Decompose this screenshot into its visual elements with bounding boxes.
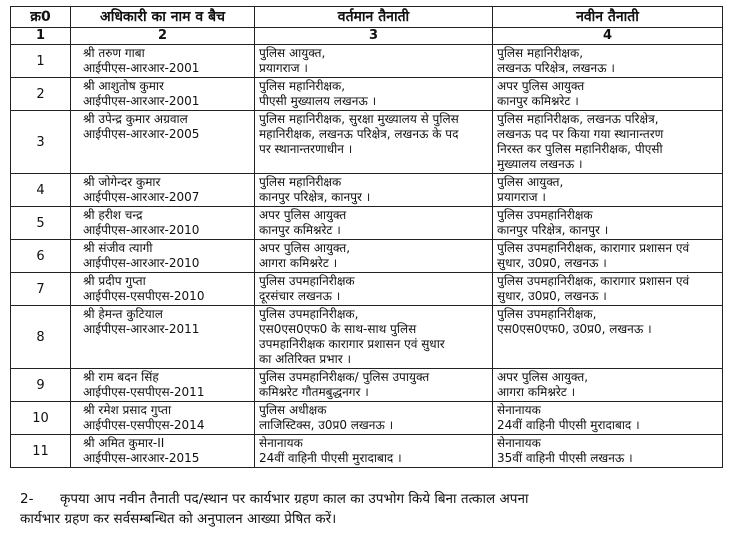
table-row <box>11 174 723 207</box>
cell-line: पुलिस उपमहानिरीक्षक, <box>497 307 597 321</box>
cell-line: मुख्यालय लखनऊ । <box>497 157 583 171</box>
cell-line: आईपीएस-एसपीएस-2011 <box>83 385 205 399</box>
cell-line: उपमहानिरीक्षक कारागार प्रशासन एवं सुधार <box>259 337 445 351</box>
cell-line: सेनानायक <box>259 436 303 450</box>
column-number: 2 <box>71 28 255 45</box>
cell-line: पुलिस उपमहानिरीक्षक <box>259 274 355 288</box>
officer-cell <box>71 78 255 111</box>
serial-number: 9 <box>11 369 71 402</box>
cell-line: पुलिस महानिरीक्षक, सुरक्षा मुख्यालय से पुलिस <box>259 112 459 126</box>
current-posting-cell <box>255 306 493 369</box>
cell-line: आईपीएस-आरआर-2007 <box>83 190 200 204</box>
cell-line: पुलिस उपमहानिरीक्षक <box>497 208 593 222</box>
cell-line: अपर पुलिस आयुक्त <box>497 79 585 93</box>
cell-line: पुलिस आयुक्त, <box>259 46 326 60</box>
cell-line: लाजिस्टिक्स, उ0प्र0 लखनऊ । <box>259 418 394 432</box>
cell-line: कानपुर कमिश्नरेट । <box>497 94 579 108</box>
column-number: 3 <box>255 28 493 45</box>
table-row <box>11 240 723 273</box>
new-posting-cell <box>493 174 723 207</box>
cell-line: पीएसी मुख्यालय लखनऊ । <box>259 94 377 108</box>
officer-cell <box>71 45 255 78</box>
cell-line: प्रयागराज । <box>497 190 546 204</box>
cell-line: श्री संजीव त्यागी <box>83 241 153 255</box>
cell-line: श्री आशुतोष कुमार <box>83 79 164 93</box>
new-posting-cell <box>493 369 723 402</box>
cell-line: पुलिस उपमहानिरीक्षक, <box>259 307 359 321</box>
serial-number: 11 <box>11 435 71 468</box>
column-number: 1 <box>11 28 71 45</box>
cell-line: श्री राम बदन सिंह <box>83 370 159 384</box>
table-row <box>11 207 723 240</box>
serial-number: 3 <box>11 111 71 174</box>
header-new-posting: नवीन तैनाती <box>493 7 723 28</box>
cell-line: सुधार, उ0प्र0, लखनऊ । <box>497 289 607 303</box>
cell-line: 24वीं वाहिनी पीएसी मुरादाबाद । <box>259 451 402 465</box>
cell-line: पुलिस महानिरीक्षक, <box>259 79 346 93</box>
cell-line: श्री प्रदीप गुप्ता <box>83 274 146 288</box>
table-row <box>11 402 723 435</box>
footer-text-1: कृपया आप नवीन तैनाती पद/स्थान पर कार्यभार ग्रहण काल का उपभोग किये बिना तत्काल अपना <box>60 491 529 507</box>
footer-line-2: कार्यभार ग्रहण कर सर्वसम्बन्धित को अनुपालन आख्या प्रेषित करें। <box>20 511 337 527</box>
transfer-order-document <box>10 6 722 468</box>
cell-line: श्री हरीश चन्द्र <box>83 208 143 222</box>
cell-line: श्री तरुण गाबा <box>83 46 145 60</box>
officer-cell <box>71 207 255 240</box>
header-officer: अधिकारी का नाम व बैच <box>71 7 255 28</box>
officer-cell <box>71 402 255 435</box>
cell-line: श्री रमेश प्रसाद गुप्ता <box>83 403 172 417</box>
cell-line: अपर पुलिस आयुक्त <box>259 208 347 222</box>
cell-line: सुधार, उ0प्र0, लखनऊ । <box>497 256 607 270</box>
new-posting-cell <box>493 306 723 369</box>
cell-line: श्री अमित कुमार-II <box>83 436 165 450</box>
cell-line: श्री हेमन्त कुटियाल <box>83 307 163 321</box>
cell-line: पुलिस महानिरीक्षक <box>259 175 342 189</box>
cell-line: आईपीएस-आरआर-2005 <box>83 127 200 141</box>
cell-line: आईपीएस-आरआर-2010 <box>83 256 200 270</box>
current-posting-cell <box>255 369 493 402</box>
footer-line-1 <box>20 489 720 509</box>
new-posting-cell <box>493 402 723 435</box>
current-posting-cell <box>255 273 493 306</box>
current-posting-cell <box>255 174 493 207</box>
current-posting-cell <box>255 78 493 111</box>
cell-line: निरस्त कर पुलिस महानिरीक्षक, पीएसी <box>497 142 663 156</box>
serial-number: 10 <box>11 402 71 435</box>
serial-number: 5 <box>11 207 71 240</box>
transfer-table <box>10 6 723 468</box>
cell-line: एस0एस0एफ0 के साथ-साथ पुलिस <box>259 322 417 336</box>
cell-line: आईपीएस-एसपीएस-2014 <box>83 418 205 432</box>
cell-line: अपर पुलिस आयुक्त, <box>259 241 351 255</box>
current-posting-cell <box>255 435 493 468</box>
cell-line: आईपीएस-आरआर-2011 <box>83 322 200 336</box>
cell-line: प्रयागराज । <box>259 61 308 75</box>
header-serial: क्र0 <box>11 7 71 28</box>
cell-line: दूरसंचार लखनऊ । <box>259 289 341 303</box>
serial-number: 4 <box>11 174 71 207</box>
cell-line: अपर पुलिस आयुक्त, <box>497 370 589 384</box>
cell-line: आईपीएस-आरआर-2015 <box>83 451 200 465</box>
new-posting-cell <box>493 240 723 273</box>
table-row <box>11 111 723 174</box>
cell-line: श्री जोगेन्दर कुमार <box>83 175 161 189</box>
cell-line: का अतिरिक्त प्रभार । <box>259 352 351 366</box>
new-posting-cell <box>493 207 723 240</box>
cell-line: पुलिस महानिरीक्षक, लखनऊ परिक्षेत्र, <box>497 112 659 126</box>
cell-line: पुलिस उपमहानिरीक्षक/ पुलिस उपायुक्त <box>259 370 430 384</box>
footer-paragraph <box>20 489 720 529</box>
officer-cell <box>71 369 255 402</box>
cell-line: पुलिस उपमहानिरीक्षक, कारागार प्रशासन एवं <box>497 274 690 288</box>
serial-number: 8 <box>11 306 71 369</box>
cell-line: कानपुर परिक्षेत्र, कानपुर । <box>497 223 609 237</box>
cell-line: पुलिस महानिरीक्षक, <box>497 46 584 60</box>
cell-line: सेनानायक <box>497 403 541 417</box>
column-number: 4 <box>493 28 723 45</box>
cell-line: आईपीएस-आरआर-2001 <box>83 61 200 75</box>
officer-cell <box>71 174 255 207</box>
cell-line: लखनऊ पद पर किया गया स्थानान्तरण <box>497 127 664 141</box>
cell-line: श्री उपेन्द्र कुमार अग्रवाल <box>83 112 188 126</box>
current-posting-cell <box>255 402 493 435</box>
serial-number: 2 <box>11 78 71 111</box>
table-row <box>11 369 723 402</box>
cell-line: कानपुर कमिश्नरेट । <box>259 223 341 237</box>
table-body <box>11 45 723 468</box>
cell-line: आईपीएस-एसपीएस-2010 <box>83 289 205 303</box>
cell-line: पुलिस अधीक्षक <box>259 403 327 417</box>
table-header-row <box>11 7 723 28</box>
officer-cell <box>71 435 255 468</box>
officer-cell <box>71 306 255 369</box>
cell-line: पर स्थानान्तरणाधीन । <box>259 142 353 156</box>
new-posting-cell <box>493 435 723 468</box>
cell-line: कमिश्नरेट गौतमबुद्धनगर । <box>259 385 369 399</box>
cell-line: 24वीं वाहिनी पीएसी मुरादाबाद । <box>497 418 640 432</box>
cell-line: सेनानायक <box>497 436 541 450</box>
current-posting-cell <box>255 240 493 273</box>
current-posting-cell <box>255 45 493 78</box>
table-row <box>11 306 723 369</box>
new-posting-cell <box>493 111 723 174</box>
table-row <box>11 78 723 111</box>
serial-number: 1 <box>11 45 71 78</box>
column-number-row <box>11 28 723 45</box>
cell-line: 35वीं वाहिनी पीएसी लखनऊ । <box>497 451 633 465</box>
cell-line: आईपीएस-आरआर-2010 <box>83 223 200 237</box>
new-posting-cell <box>493 273 723 306</box>
officer-cell <box>71 273 255 306</box>
cell-line: पुलिस उपमहानिरीक्षक, कारागार प्रशासन एवं <box>497 241 690 255</box>
new-posting-cell <box>493 45 723 78</box>
cell-line: लखनऊ परिक्षेत्र, लखनऊ । <box>497 61 615 75</box>
cell-line: एस0एस0एफ0, उ0प्र0, लखनऊ । <box>497 322 652 336</box>
cell-line: आगरा कमिश्नरेट । <box>259 256 338 270</box>
current-posting-cell <box>255 111 493 174</box>
current-posting-cell <box>255 207 493 240</box>
cell-line: पुलिस आयुक्त, <box>497 175 564 189</box>
cell-line: कानपुर परिक्षेत्र, कानपुर । <box>259 190 371 204</box>
serial-number: 7 <box>11 273 71 306</box>
cell-line: आईपीएस-आरआर-2001 <box>83 94 200 108</box>
table-row <box>11 45 723 78</box>
table-row <box>11 435 723 468</box>
new-posting-cell <box>493 78 723 111</box>
paragraph-number: 2- <box>20 491 34 507</box>
serial-number: 6 <box>11 240 71 273</box>
header-current-posting: वर्तमान तैनाती <box>255 7 493 28</box>
cell-line: आगरा कमिश्नरेट । <box>497 385 576 399</box>
officer-cell <box>71 111 255 174</box>
cell-line: महानिरीक्षक, लखनऊ परिक्षेत्र, लखनऊ के पद <box>259 127 459 141</box>
table-row <box>11 273 723 306</box>
officer-cell <box>71 240 255 273</box>
